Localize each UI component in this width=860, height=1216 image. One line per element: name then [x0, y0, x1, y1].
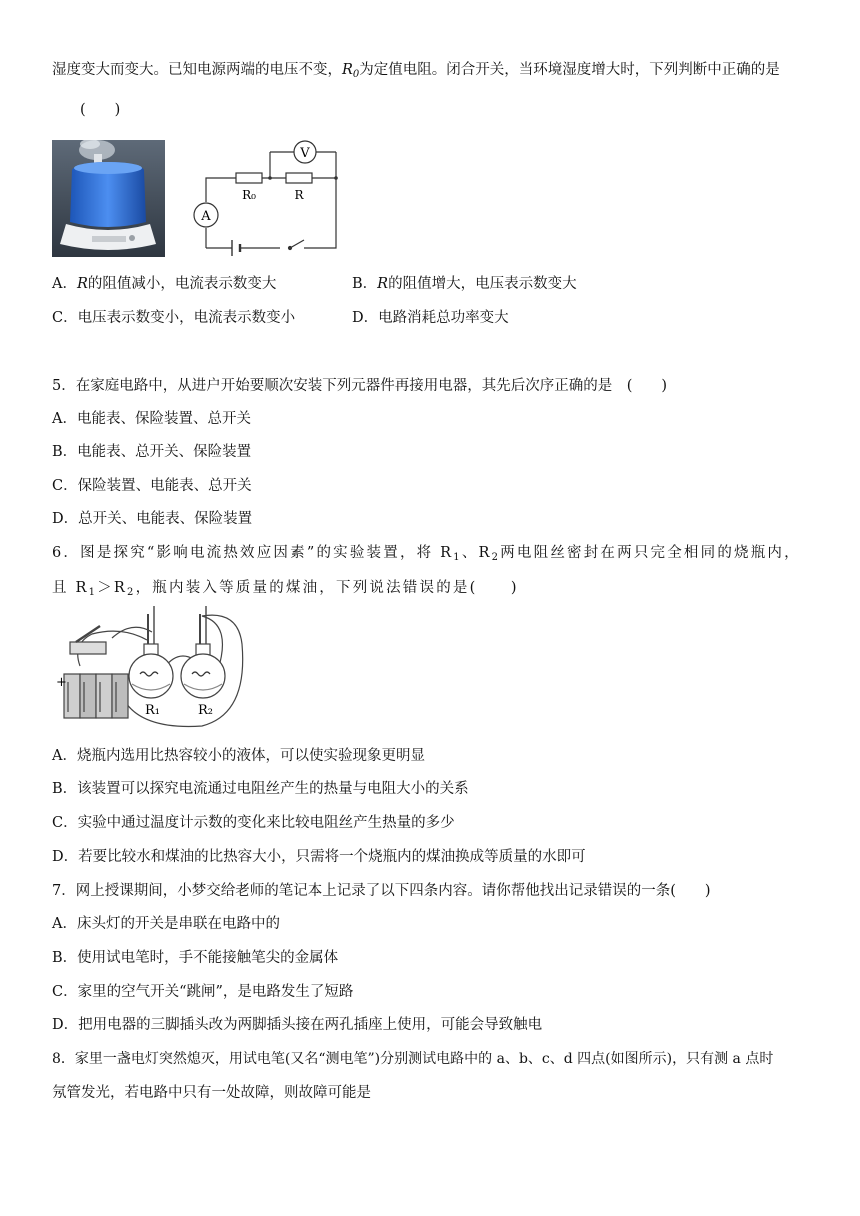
r1-label: R₁: [145, 703, 160, 718]
experiment-apparatus-figure: [52, 604, 248, 730]
q6-stem-line1: 6．图是探究“影响电流热效应因素”的实验装置，将 $R_1$、$R_2$两电阻丝密封在两只完全相同的烧瓶内，: [52, 545, 801, 563]
q7-option-c: C．家里的空气开关“跳闸”，是电路发生了短路: [52, 984, 354, 1000]
ammeter-label: A: [201, 209, 211, 224]
q6-option-d: D．若要比较水和煤油的比热容大小，只需将一个烧瓶内的煤油换成等质量的水即可: [52, 849, 586, 865]
q4-stem-line1: 湿度变大而变大。已知电源两端的电压不变，$R_0$为定值电阻。闭合开关，当环境湿度增大时，下列判断中正确的是: [52, 62, 780, 80]
r-label: R: [294, 188, 304, 202]
q5-option-c: C．保险装置、电能表、总开关: [52, 478, 252, 494]
q4-option-b: B．R的阻值增大，电压表示数变大: [352, 276, 577, 292]
q4-option-d: D．电路消耗总功率变大: [352, 310, 509, 326]
q7-option-a: A．床头灯的开关是串联在电路中的: [52, 916, 280, 932]
q6-option-c: C．实验中通过温度计示数的变化来比较电阻丝产生热量的多少: [52, 815, 455, 831]
battery-plus-label: +: [56, 675, 67, 690]
r0-symbol: $R_0$: [342, 62, 360, 80]
q5-option-b: B．电能表、总开关、保险装置: [52, 444, 252, 460]
q7-stem: 7．网上授课期间，小梦交给老师的笔记本上记录了以下四条内容。请你帮他找出记录错误的一条( ): [52, 883, 711, 899]
voltmeter-label: V: [300, 146, 310, 161]
q8-stem-line1: 8．家里一盏电灯突然熄灭，用试电笔(又名“测电笔”)分别测试电路中的 a、b、c、d 四点(如图所示)，只有测 a 点时: [52, 1051, 774, 1067]
q6-option-a: A．烧瓶内选用比热容较小的液体，可以使实验现象更明显: [52, 748, 425, 764]
q7-option-b: B．使用试电笔时，手不能接触笔尖的金属体: [52, 950, 339, 966]
q4-option-c: C．电压表示数变小，电流表示数变小: [52, 310, 296, 326]
r0-label: R₀: [242, 188, 256, 202]
q4-answer-paren: ( ): [80, 102, 121, 118]
circuit-diagram: [186, 136, 346, 256]
q6-stem-line2: 且 $R_1>R_2$，瓶内装入等质量的煤油，下列说法错误的是( ): [52, 580, 519, 598]
q5-option-a: A．电能表、保险装置、总开关: [52, 411, 251, 427]
q4-option-a: A．R的阻值减小，电流表示数变大: [52, 276, 277, 292]
q8-stem-line2: 氖管发光，若电路中只有一处故障，则故障可能是: [52, 1085, 371, 1101]
q7-option-d: D．把用电器的三脚插头改为两脚插头接在两孔插座上使用，可能会导致触电: [52, 1017, 543, 1033]
q5-option-d: D．总开关、电能表、保险装置: [52, 511, 253, 527]
q5-stem: 5．在家庭电路中，从进户开始要顺次安装下列元器件再接用电器，其先后次序正确的是 ( ): [52, 378, 668, 394]
r2-label: R₂: [198, 703, 213, 718]
humidifier-photo: [52, 140, 165, 257]
q6-option-b: B．该装置可以探究电流通过电阻丝产生的热量与电阻大小的关系: [52, 781, 469, 797]
